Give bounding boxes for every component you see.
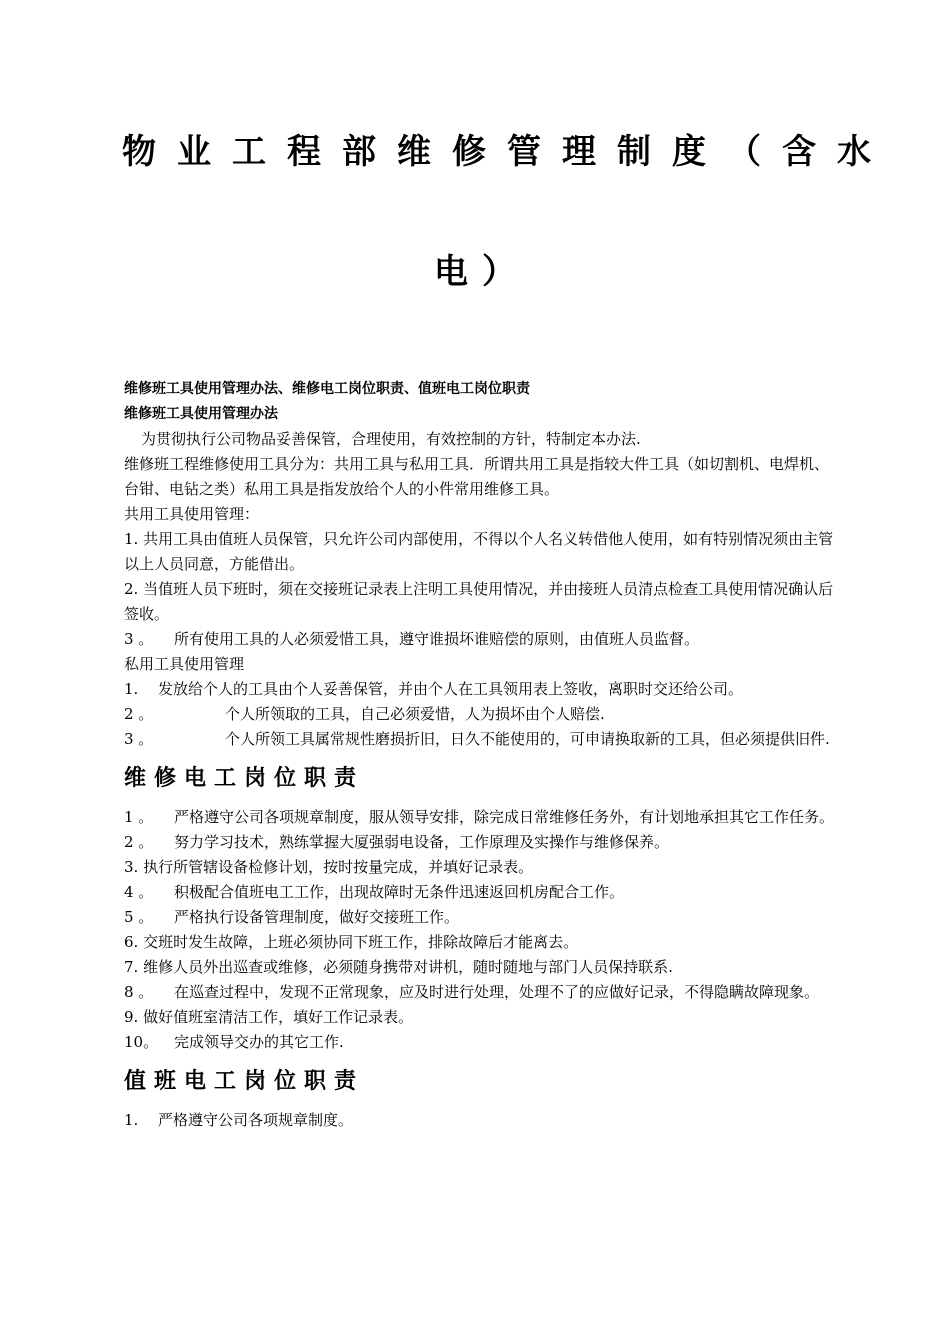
intro-paragraph: 为贯彻执行公司物品妥善保管，合理使用，有效控制的方针，特制定本办法.	[141, 430, 641, 448]
list-item	[124, 905, 836, 930]
list-item	[124, 880, 836, 905]
list-item	[124, 1005, 836, 1030]
item-number: 2.	[124, 580, 139, 598]
document-title-line-2: 电）	[434, 252, 530, 292]
list-item	[124, 1108, 836, 1133]
item-number: 1.	[124, 1111, 139, 1129]
list-item	[124, 727, 836, 752]
list-item	[124, 627, 836, 652]
subtitle-all: 维修班工具使用管理办法、维修电工岗位职责、值班电工岗位职责	[124, 381, 530, 397]
item-number: 5 。	[124, 908, 154, 926]
item-text: 个人所领取的工具，自己必须爱惜，人为损坏由个人赔偿.	[225, 705, 605, 723]
item-text: 个人所领工具属常规性磨损折旧，日久不能使用的，可申请换取新的工具，但必须提供旧件.	[225, 730, 830, 748]
list-item	[124, 955, 836, 980]
list-item	[124, 805, 836, 830]
item-text: 当值班人员下班时，须在交接班记录表上注明工具使用情况，并由接班人员清点检查工具使用情况确认后签收。	[124, 580, 834, 623]
item-number: 9.	[124, 1008, 139, 1026]
list-item	[124, 677, 836, 702]
item-text: 发放给个人的工具由个人妥善保管，并由个人在工具领用表上签收，离职时交还给公司。	[158, 680, 744, 698]
shared-tools-heading: 共用工具使用管理：	[124, 505, 260, 523]
item-number: 10。	[124, 1033, 159, 1051]
item-number: 6.	[124, 933, 139, 951]
section-title-duty-electrician: 值班电工岗位职责	[124, 1069, 365, 1094]
list-item	[124, 702, 836, 727]
item-text: 在巡查过程中，发现不正常现象，应及时进行处理，处理不了的应做好记录，不得隐瞒故障现象。	[174, 983, 820, 1001]
item-number: 1.	[124, 530, 139, 548]
private-tools-heading: 私用工具使用管理	[124, 655, 245, 673]
item-number: 3.	[124, 858, 139, 876]
item-text: 完成领导交办的其它工作.	[174, 1033, 344, 1051]
list-item	[124, 577, 836, 627]
list-item	[124, 980, 836, 1005]
item-number: 4 。	[124, 883, 154, 901]
item-text: 所有使用工具的人必须爱惜工具，遵守谁损坏谁赔偿的原则，由值班人员监督。	[174, 630, 700, 648]
list-item	[124, 527, 836, 577]
item-number: 7.	[124, 958, 139, 976]
item-number: 1 。	[124, 808, 154, 826]
item-text: 共用工具由值班人员保管，只允许公司内部使用，不得以个人名义转借他人使用，如有特别情况须由主管以上人员同意，方能借出。	[124, 530, 834, 573]
item-text: 严格执行设备管理制度，做好交接班工作。	[174, 908, 460, 926]
item-number: 1.	[124, 680, 139, 698]
item-number: 2 。	[124, 833, 154, 851]
list-item	[124, 855, 836, 880]
item-text: 严格遵守公司各项规章制度。	[158, 1111, 354, 1129]
item-number: 8 。	[124, 983, 154, 1001]
section-title-repair-electrician: 维修电工岗位职责	[124, 766, 365, 791]
item-text: 执行所管辖设备检修计划，按时按量完成，并填好记录表。	[143, 858, 534, 876]
document-body	[124, 377, 836, 1133]
subtitle-tools: 维修班工具使用管理办法	[124, 406, 278, 422]
item-text: 严格遵守公司各项规章制度，服从领导安排，除完成日常维修任务外，有计划地承担其它工作任务。	[174, 808, 835, 826]
item-number: 3 。	[124, 730, 154, 748]
item-text: 积极配合值班电工工作，出现故障时无条件迅速返回机房配合工作。	[174, 883, 625, 901]
item-number: 2 。	[124, 705, 154, 723]
item-text: 交班时发生故障，上班必须协同下班工作，排除故障后才能离去。	[143, 933, 579, 951]
item-number: 3 。	[124, 630, 154, 648]
document-title-line-1: 物业工程部维修管理制度（含水	[122, 132, 892, 172]
list-item	[124, 830, 836, 855]
item-text: 维修人员外出巡查或维修，必须随身携带对讲机，随时随地与部门人员保持联系.	[143, 958, 673, 976]
item-text: 努力学习技术，熟练掌握大厦强弱电设备，工作原理及实操作与维修保养。	[174, 833, 670, 851]
list-item	[124, 930, 836, 955]
classification-paragraph: 维修班工程维修使用工具分为：共用工具与私用工具．所谓共用工具是指较大件工具（如切割机、电焊机、台钳、电钻之类）私用工具是指发放给个人的小件常用维修工具。	[124, 455, 830, 498]
list-item	[124, 1030, 836, 1055]
item-text: 做好值班室清洁工作，填好工作记录表。	[143, 1008, 414, 1026]
